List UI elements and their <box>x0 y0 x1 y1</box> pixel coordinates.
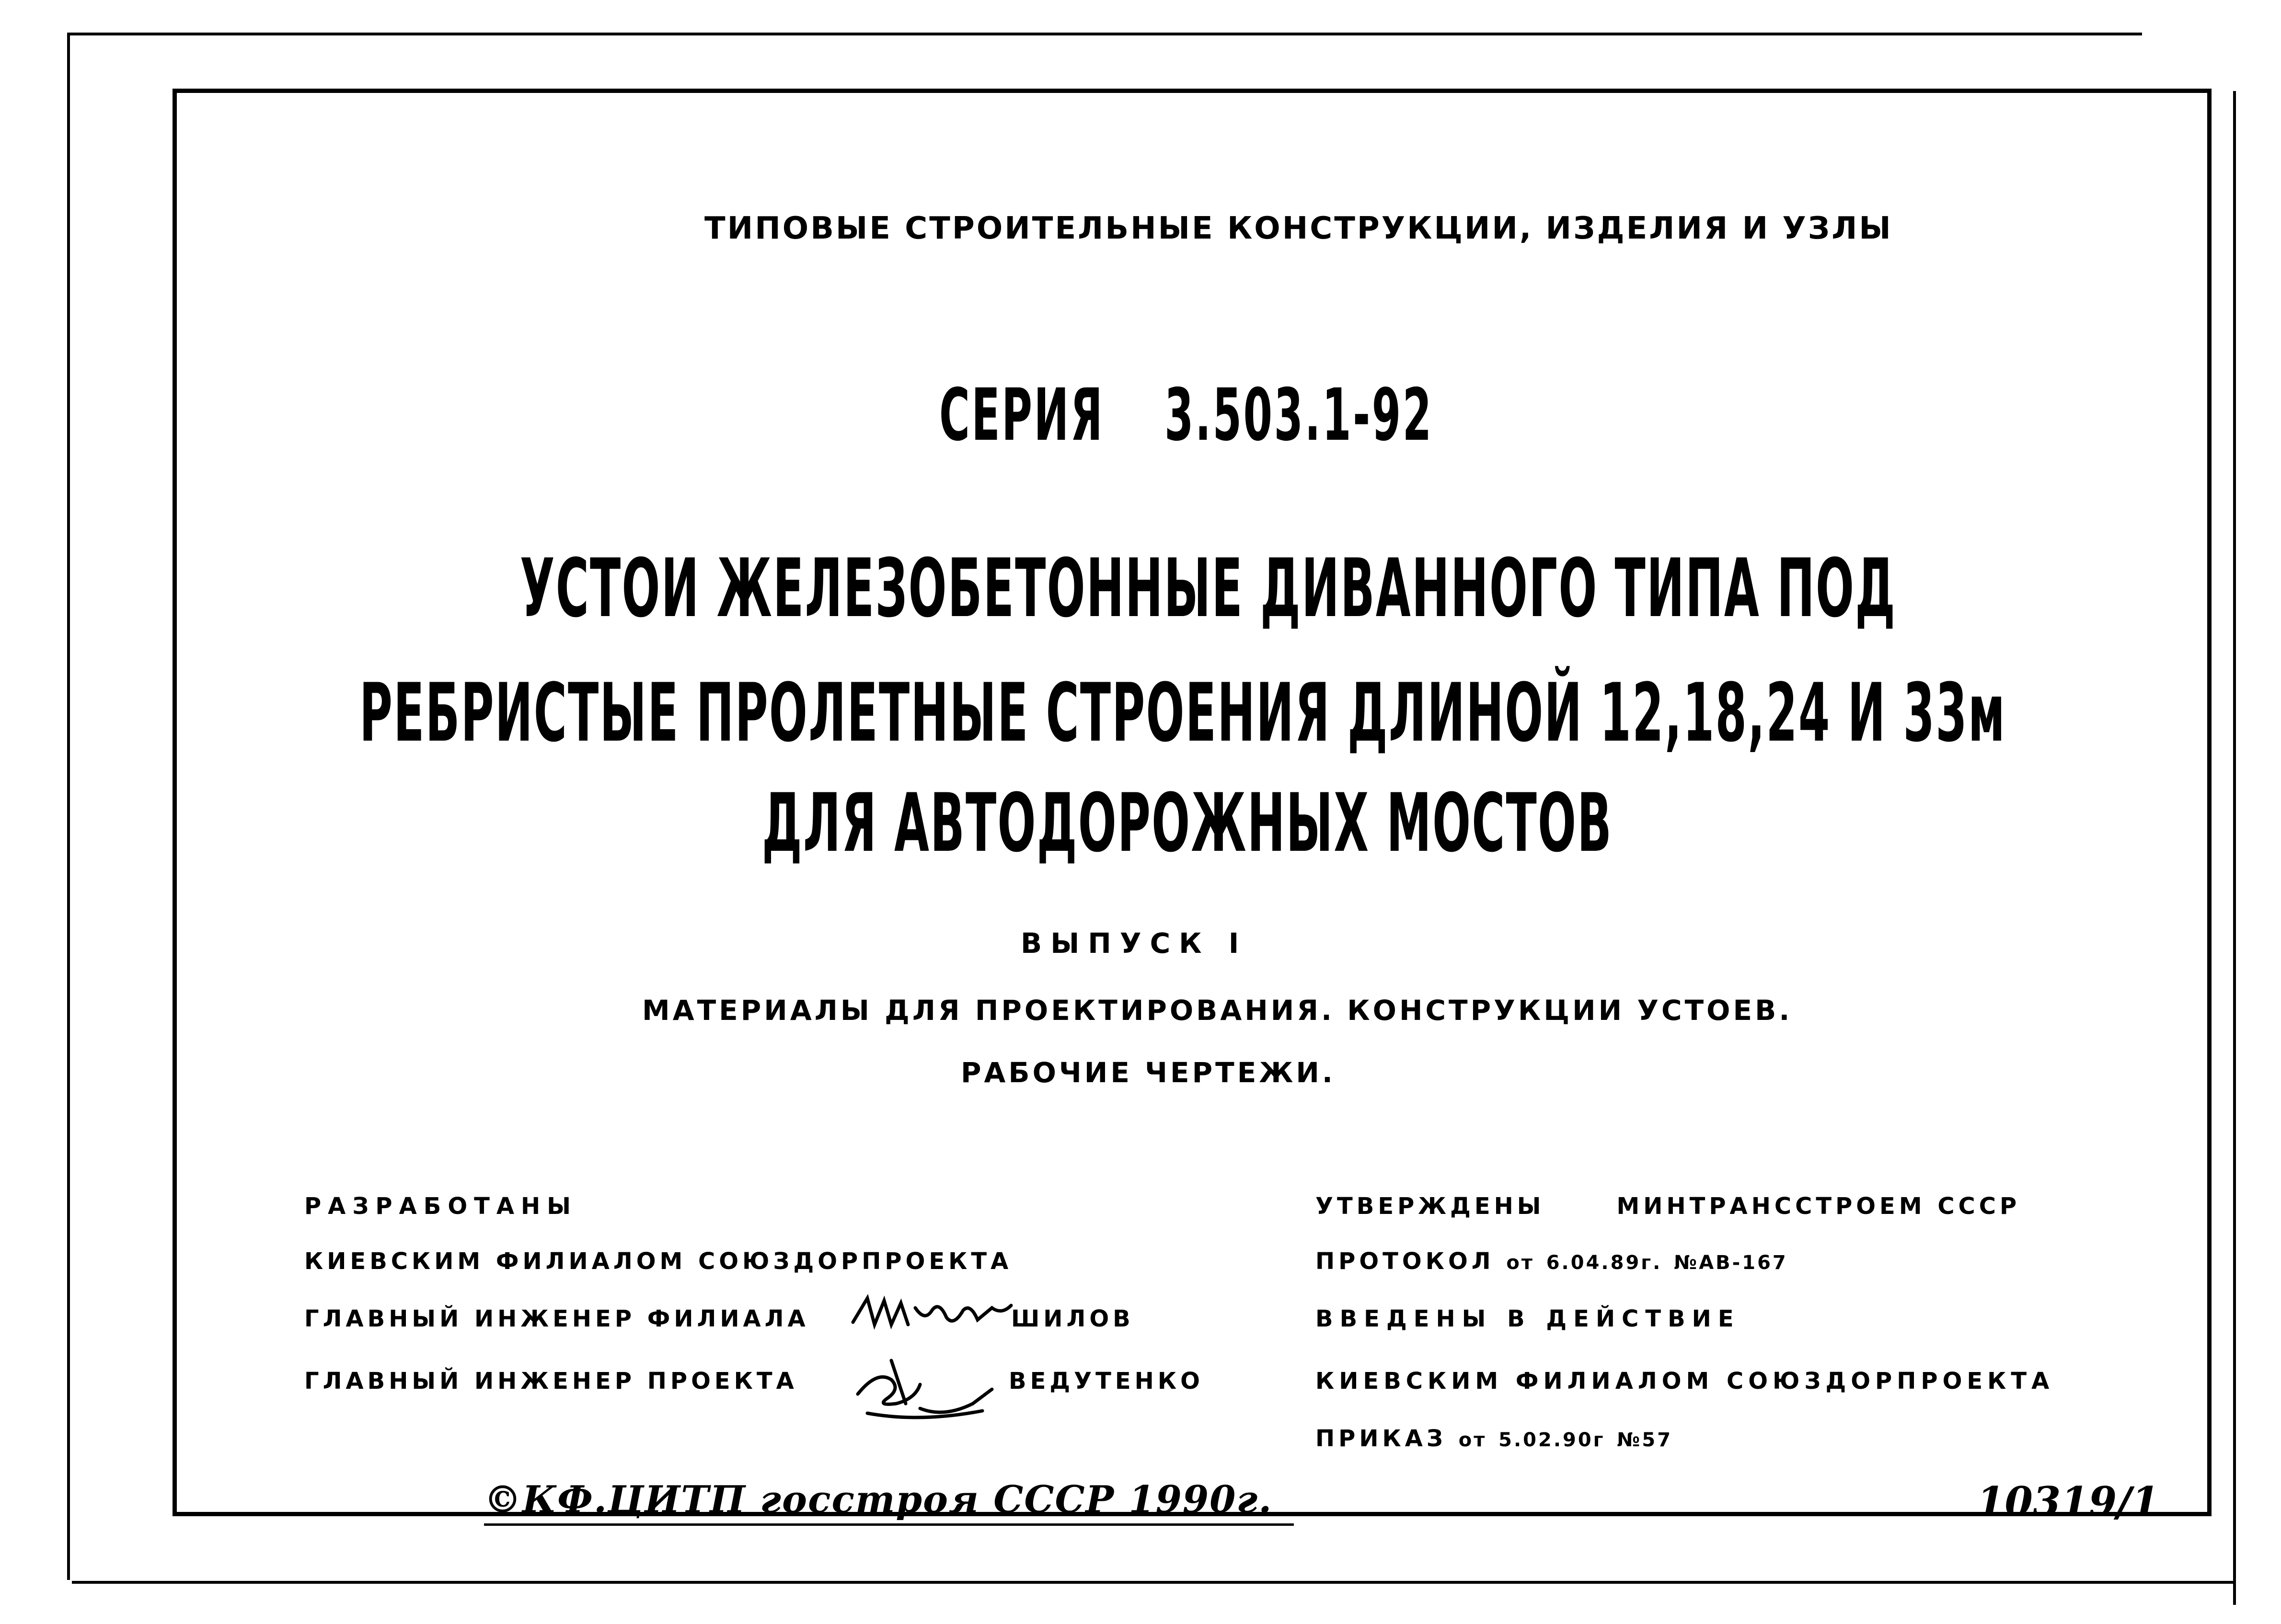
protocol-line <box>1315 1248 1788 1275</box>
title-line-3: ДЛЯ АВТОДОРОЖНЫХ МОСТОВ <box>762 776 1613 870</box>
approved-by-ministry: МИНТРАНССТРОЕМ СССР <box>1616 1193 2021 1220</box>
order-number: №57 <box>1617 1429 1673 1451</box>
chief-project-role: ГЛАВНЫЙ ИНЖЕНЕР ПРОЕКТА <box>304 1368 798 1395</box>
issue-line-2: РАБОЧИЕ ЧЕРТЕЖИ. <box>961 1056 1336 1089</box>
series-label: СЕРИЯ <box>939 374 1105 457</box>
approved-line-1 <box>1315 1193 2020 1220</box>
issue-label: ВЫПУСК I <box>1021 927 1248 960</box>
order-date: 5.02.90г <box>1498 1429 1605 1451</box>
approved-heading: УТВЕРЖДЕНЫ <box>1315 1193 1545 1220</box>
developed-org: КИЕВСКИМ ФИЛИАЛОМ СОЮЗДОРПРОЕКТА <box>304 1248 1013 1275</box>
outer-frame-bottom <box>72 1581 2235 1584</box>
signature-shilov <box>848 1289 1025 1341</box>
enacted-org: КИЕВСКИМ ФИЛИАЛОМ СОЮЗДОРПРОЕКТА <box>1315 1368 2054 1395</box>
outer-frame-top <box>67 33 2142 35</box>
enacted-line: ВВЕДЕНЫ В ДЕЙСТВИЕ <box>1315 1305 1740 1332</box>
issue-line-1: МАТЕРИАЛЫ ДЛЯ ПРОЕКТИРОВАНИЯ. КОНСТРУКЦИИ УСТОЕВ. <box>642 994 1793 1027</box>
chief-branch-role: ГЛАВНЫЙ ИНЖЕНЕР ФИЛИАЛА <box>304 1305 809 1332</box>
chief-project-name: ВЕДУТЕНКО <box>1009 1368 1204 1395</box>
header-typical-constructions: ТИПОВЫЕ СТРОИТЕЛЬНЫЕ КОНСТРУКЦИИ, ИЗДЕЛИЯ И УЗЛЫ <box>704 211 1893 246</box>
series-number: 3.503.1-92 <box>1164 374 1433 457</box>
order-line <box>1315 1425 1672 1452</box>
protocol-label: ПРОТОКОЛ <box>1315 1248 1495 1275</box>
order-from: от <box>1458 1429 1487 1451</box>
copyright-underline <box>484 1523 1294 1526</box>
title-line-2: РЕБРИСТЫЕ ПРОЛЕТНЫЕ СТРОЕНИЯ ДЛИНОЙ 12,18,24 И 33м <box>359 666 2006 760</box>
protocol-date: 6.04.89г. <box>1546 1252 1662 1274</box>
doc-number: 10319/1 <box>1977 1478 2160 1525</box>
outer-frame-left <box>67 33 70 1580</box>
protocol-from: от <box>1506 1252 1534 1274</box>
chief-branch-name: ШИЛОВ <box>1011 1305 1134 1332</box>
copyright-stamp: ©КФ.ЦИТП госстроя СССР 1990г. <box>484 1478 1273 1521</box>
signature-vedutenko <box>848 1351 1002 1423</box>
developed-heading: РАЗРАБОТАНЫ <box>304 1193 577 1220</box>
title-line-1: УСТОИ ЖЕЛЕЗОБЕТОННЫЕ ДИВАННОГО ТИПА ПОД <box>520 541 1897 635</box>
order-label: ПРИКАЗ <box>1315 1425 1447 1452</box>
outer-frame-right <box>2233 91 2236 1605</box>
protocol-number: №АВ-167 <box>1674 1252 1788 1274</box>
